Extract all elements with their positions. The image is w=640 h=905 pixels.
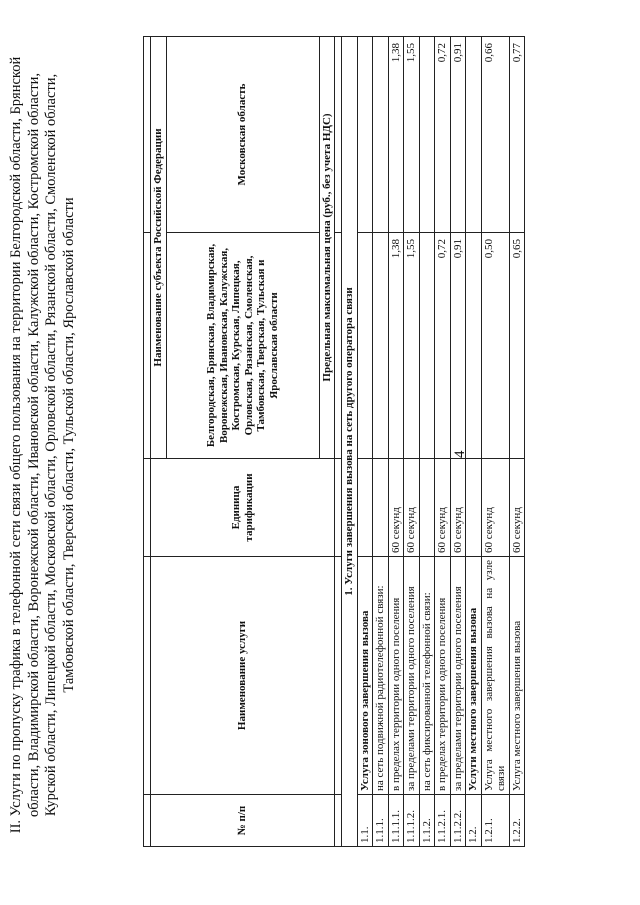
service-name: Услуга местного завершения вызова на узле связи — [481, 557, 509, 795]
gap-cell — [144, 557, 151, 795]
table-row — [373, 37, 389, 847]
row-number: 1.1.1.2. — [404, 795, 420, 847]
service-name: на сеть подвижной радиотелефонной связи: — [373, 557, 389, 795]
price-moscow — [373, 37, 389, 233]
gap-cell — [144, 459, 151, 557]
tariff-unit: 60 секунд — [388, 459, 404, 557]
tariff-unit — [466, 459, 482, 557]
header-service-name: Наименование услуги — [151, 557, 335, 795]
row-number: 1.1.2.1. — [435, 795, 451, 847]
tariff-unit: 60 секунд — [435, 459, 451, 557]
tariff-unit — [357, 459, 373, 557]
service-name: за пределами территории одного поселения — [450, 557, 466, 795]
tariff-unit — [419, 459, 435, 557]
price-regions — [357, 233, 373, 459]
gap-cell — [144, 795, 151, 847]
section-title: 1. Услуги завершения вызова на сеть другого оператора связи — [342, 37, 358, 847]
price-moscow: 1,38 — [388, 37, 404, 233]
price-moscow: 0,91 — [450, 37, 466, 233]
price-regions: 0,65 — [509, 233, 525, 459]
table-row — [388, 37, 404, 847]
price-moscow: 0,66 — [481, 37, 509, 233]
price-moscow: 0,72 — [435, 37, 451, 233]
gap-cell — [335, 795, 342, 847]
table-row — [435, 37, 451, 847]
table-row — [450, 37, 466, 847]
price-regions: 0,72 — [435, 233, 451, 459]
service-name: за пределами территории одного поселения — [404, 557, 420, 795]
price-regions: 0,50 — [481, 233, 509, 459]
price-moscow: 0,77 — [509, 37, 525, 233]
row-number: 1.1. — [357, 795, 373, 847]
header-price: Предельная максимальная цена (руб., без учета НДС) — [319, 37, 335, 459]
price-regions: 0,91 — [450, 233, 466, 459]
row-number: 1.1.2.2. — [450, 795, 466, 847]
price-regions — [373, 233, 389, 459]
table-row — [466, 37, 482, 847]
page-number: 4 — [452, 450, 468, 458]
header-regions: Белгородская, Брянская, Владимирская, Воронежская, Ивановская, Калужская, Костромская, Курская, Липецкая, Орловская, Рязанская, Смоленская, Тамбовская, Тверская, Тульская и Ярославская области — [166, 233, 319, 459]
gap-cell — [335, 557, 342, 795]
service-name: на сеть фиксированной телефонной связи: — [419, 557, 435, 795]
tariff-unit: 60 секунд — [404, 459, 420, 557]
price-moscow: 1,55 — [404, 37, 420, 233]
tariff-table — [143, 36, 525, 847]
tariff-unit — [373, 459, 389, 557]
tariff-unit: 60 секунд — [481, 459, 509, 557]
header-moscow: Московская область — [166, 37, 319, 233]
service-name: в пределах территории одного поселения — [435, 557, 451, 795]
gap-cell — [335, 233, 342, 459]
table-row — [357, 37, 373, 847]
price-moscow — [466, 37, 482, 233]
price-regions: 1,38 — [388, 233, 404, 459]
service-name: Услуга зонового завершения вызова — [357, 557, 373, 795]
tariff-unit: 60 секунд — [450, 459, 466, 557]
row-number: 1.1.2. — [419, 795, 435, 847]
header-number: № п/п — [151, 795, 335, 847]
header-unit: Единица тарификации — [151, 459, 335, 557]
table-row — [419, 37, 435, 847]
row-number: 1.2.1. — [481, 795, 509, 847]
price-moscow — [357, 37, 373, 233]
gap-cell — [144, 37, 151, 233]
gap-cell — [335, 37, 342, 233]
service-name: в пределах территории одного поселения — [388, 557, 404, 795]
section-heading: II. Услуги по пропуску трафика в телефонной сети связи общего пользования на территории Белгородской области, Брянской области, Владимирской области, Воронежской области, Ивановской области, Калужской области, Костромской области, Курской области, Липецкой области, Московской области, Орловской области, Рязанской области, Смоленской области, Тамбовской области, Тверской области, Тульской области, Ярославской области — [8, 56, 77, 834]
table-body — [357, 37, 525, 847]
header-subject: Наименование субъекта Российской Федерации — [151, 37, 167, 459]
price-moscow — [419, 37, 435, 233]
row-number: 1.2. — [466, 795, 482, 847]
table-row — [481, 37, 509, 847]
price-regions — [466, 233, 482, 459]
row-number: 1.2.2. — [509, 795, 525, 847]
row-number: 1.1.1. — [373, 795, 389, 847]
service-name: Услуга местного завершения вызова — [509, 557, 525, 795]
price-regions — [419, 233, 435, 459]
table-row — [404, 37, 420, 847]
table-row — [509, 37, 525, 847]
price-regions: 1,55 — [404, 233, 420, 459]
gap-cell — [335, 459, 342, 557]
gap-cell — [144, 233, 151, 459]
row-number: 1.1.1.1. — [388, 795, 404, 847]
service-name: Услуги местного завершения вызова — [466, 557, 482, 795]
tariff-unit: 60 секунд — [509, 459, 525, 557]
